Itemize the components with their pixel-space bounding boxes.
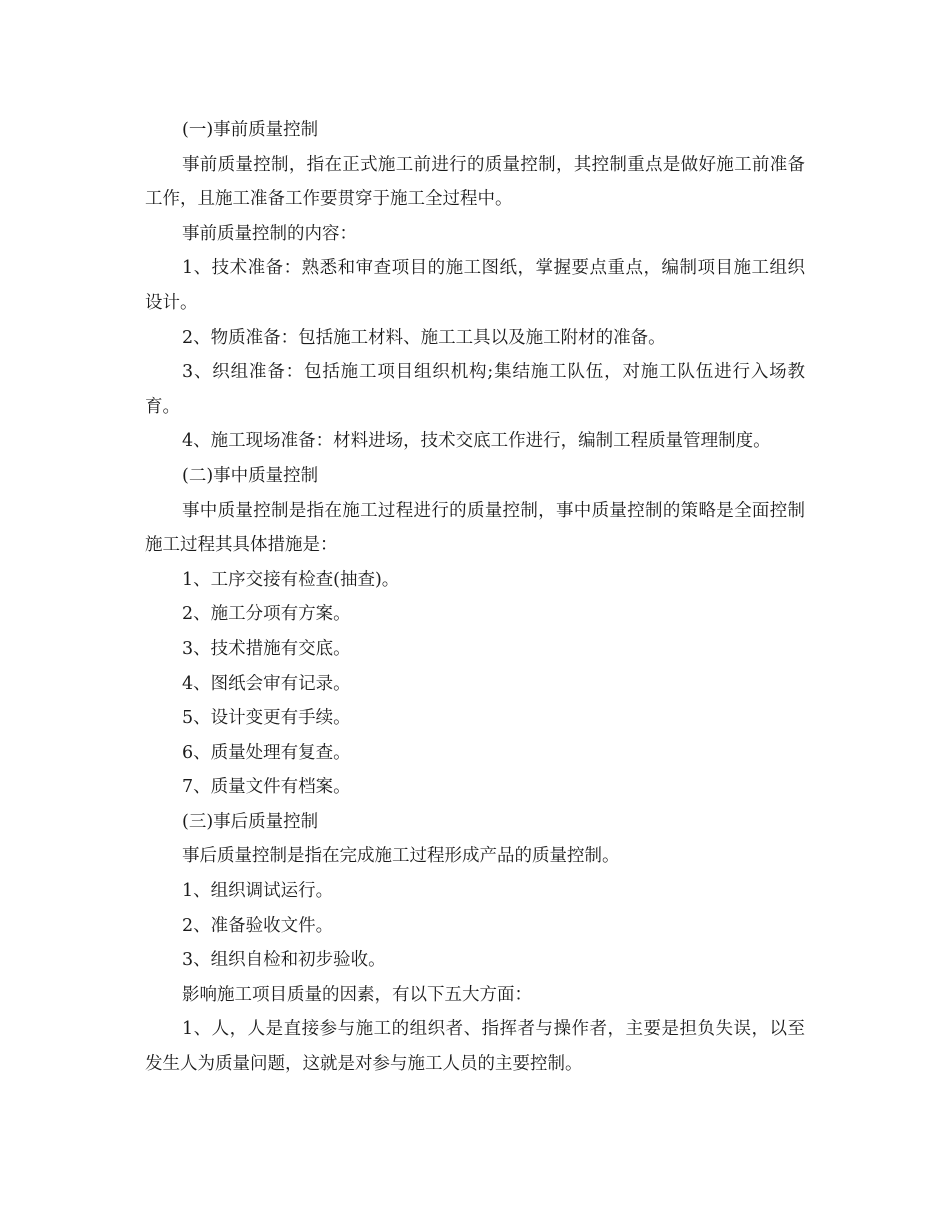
list-item: 2、物质准备：包括施工材料、施工工具以及施工附材的准备。 — [182, 327, 666, 348]
list-item: 3、组织自检和初步验收。 — [182, 950, 386, 971]
paragraph: 事前质量控制，指在正式施工前进行的质量控制，其控制重点是做好施工前准备工作，且施工准备工作要贯穿于施工全过程中。 — [145, 154, 805, 210]
paragraph: 事中质量控制是指在施工过程进行的质量控制，事中质量控制的策略是全面控制施工过程其具体措施是： — [145, 500, 805, 556]
section-heading-post-control: (三)事后质量控制 — [182, 811, 319, 832]
section-heading-mid-control: (二)事中质量控制 — [182, 465, 319, 486]
list-item: 3、织组准备：包括施工项目组织机构;集结施工队伍，对施工队伍进行入场教育。 — [145, 362, 805, 417]
paragraph: 影响施工项目质量的因素，有以下五大方面： — [182, 984, 532, 1005]
list-item: 6、质量处理有复查。 — [182, 742, 351, 763]
section-heading-pre-control: (一)事前质量控制 — [182, 120, 319, 140]
list-item: 1、组织调试运行。 — [182, 881, 334, 902]
list-item: 7、质量文件有档案。 — [182, 777, 351, 798]
paragraph: 事后质量控制是指在完成施工过程形成产品的质量控制。 — [182, 846, 620, 867]
list-item: 1、技术准备：熟悉和审查项目的施工图纸，掌握要点重点，编制项目施工组织设计。 — [145, 258, 805, 313]
paragraph: 事前质量控制的内容： — [182, 223, 357, 244]
list-item: 5、设计变更有手续。 — [182, 708, 351, 729]
list-item: 1、人，人是直接参与施工的组织者、指挥者与操作者，主要是担负失误，以至发生人为质量问题，这就是对参与施工人员的主要控制。 — [145, 1019, 805, 1075]
list-item: 2、施工分项有方案。 — [182, 604, 351, 625]
list-item: 4、施工现场准备：材料进场，技术交底工作进行，编制工程质量管理制度。 — [182, 431, 771, 452]
list-item: 1、工序交接有检查(抽查)。 — [182, 569, 400, 590]
list-item: 2、准备验收文件。 — [182, 915, 334, 936]
document-body — [145, 113, 805, 1082]
list-item: 4、图纸会审有记录。 — [182, 673, 351, 694]
list-item: 3、技术措施有交底。 — [182, 638, 351, 659]
